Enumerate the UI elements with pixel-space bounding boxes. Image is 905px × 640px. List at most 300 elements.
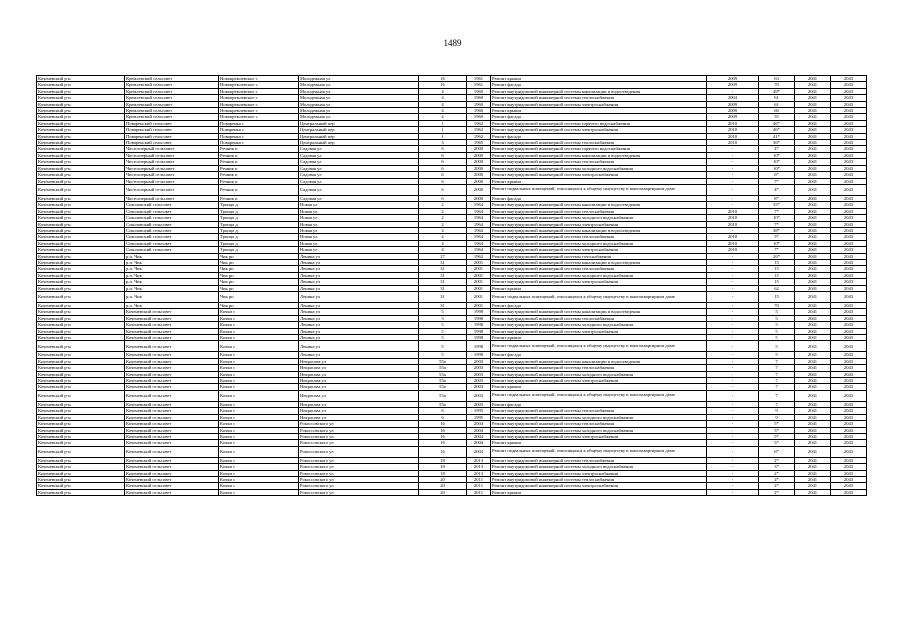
cell-locality: Кочки с [219,483,299,489]
cell-house: 6 [419,172,467,178]
cell-work-type: Ремонт внутридомовой инженерной системы теплоснабжения [491,365,707,371]
cell-locality: Чик рп [219,259,299,265]
cell-last-repair-year: - [707,315,759,321]
cell-street: Новая ул [299,221,419,227]
cell-house: 5 [419,322,467,328]
cell-locality: Речник п [219,165,299,171]
cell-plan-start: 2041 [795,120,831,126]
cell-work-type: Ремонт внутридомовой инженерной системы канализации и водоотведения [491,227,707,233]
cell-district: Коченевский р-н [37,328,125,334]
cell-plan-end: 2043 [831,146,867,152]
cell-municipality: Чистоозерный сельсовет [125,152,219,158]
cell-work-type: Ремонт внутридомовой инженерной системы теплоснабжения [491,421,707,427]
cell-year-built: 2003 [467,390,491,401]
cell-wear-percent: 5* [759,433,795,439]
cell-street: Садовая ул [299,146,419,152]
cell-plan-start: 2041 [795,172,831,178]
cell-plan-start: 2041 [795,315,831,321]
cell-locality: Кочки с [219,371,299,377]
cell-district: Коченевский р-н [37,240,125,246]
cell-work-type: Ремонт фасада [491,82,707,88]
cell-wear-percent: 7 [759,401,795,407]
cell-house: 1 [419,120,467,126]
cell-wear-percent: 7* [759,221,795,227]
cell-district: Коченевский р-н [37,202,125,208]
cell-plan-end: 2043 [831,114,867,120]
cell-plan-end: 2043 [831,309,867,315]
cell-municipality: р.п. Чик [125,266,219,272]
cell-municipality: Коченевский сельсовет [125,390,219,401]
cell-district: Коченевский р-н [37,159,125,165]
cell-street: Некрасова ул [299,365,419,371]
cell-district: Коченевский р-н [37,172,125,178]
cell-year-built: 2001 [467,303,491,309]
cell-year-built: 1961 [467,82,491,88]
cell-plan-end: 2043 [831,457,867,463]
cell-work-type: Ремонт внутридомовой инженерной системы электроснабжения [491,221,707,227]
cell-last-repair-year: - [707,266,759,272]
cell-district: Коченевский р-н [37,259,125,265]
cell-last-repair-year: 2010 [707,133,759,139]
cell-street: Некрасова ул [299,371,419,377]
cell-last-repair-year: - [707,483,759,489]
cell-plan-end: 2043 [831,247,867,253]
cell-district: Коченевский р-н [37,253,125,259]
cell-plan-end: 2043 [831,152,867,158]
cell-locality: Чик рп [219,253,299,259]
cell-wear-percent: 15 [759,292,795,303]
cell-plan-start: 2041 [795,227,831,233]
cell-work-type: Ремонт подвальных помещений, относящихся к общему имуществу в многоквартирном доме [491,446,707,457]
cell-wear-percent: 2* [759,470,795,476]
cell-municipality: Коченевский сельсовет [125,371,219,377]
cell-year-built: 1960 [467,95,491,101]
cell-wear-percent: 5 [759,328,795,334]
cell-work-type: Ремонт крыши [491,335,707,341]
cell-work-type: Ремонт внутридомовой инженерной системы холодного водоснабжения [491,272,707,278]
cell-house: 31 [419,285,467,291]
cell-plan-start: 2041 [795,146,831,152]
cell-street: Рокоссовского ул [299,457,419,463]
cell-last-repair-year: - [707,384,759,390]
cell-plan-start: 2041 [795,114,831,120]
cell-locality: Троица д [219,240,299,246]
cell-house: 31 [419,292,467,303]
cell-wear-percent: 70 [759,82,795,88]
cell-district: Коченевский р-н [37,440,125,446]
cell-work-type: Ремонт внутридомовой инженерной системы электроснабжения [491,328,707,334]
cell-work-type: Ремонт подвальных помещений, относящихся к общему имуществу в многоквартирном доме [491,390,707,401]
cell-locality: Поваренка с [219,120,299,126]
cell-year-built: 1964 [467,221,491,227]
cell-last-repair-year: - [707,440,759,446]
cell-work-type: Ремонт внутридомовой инженерной системы электроснабжения [491,470,707,476]
cell-work-type: Ремонт внутридомовой инженерной системы канализации и водоотведения [491,202,707,208]
cell-last-repair-year: - [707,427,759,433]
cell-street: Рокоссовского ул [299,433,419,439]
cell-last-repair-year: 2009 [707,76,759,82]
cell-last-repair-year: - [707,165,759,171]
cell-locality: Чик рп [219,272,299,278]
cell-plan-end: 2043 [831,88,867,94]
cell-municipality: Поваренский сельсовет [125,127,219,133]
cell-work-type: Ремонт внутридомовой инженерной системы теплоснабжения [491,408,707,414]
cell-plan-end: 2043 [831,433,867,439]
cell-district: Коченевский р-н [37,215,125,221]
cell-house: 16 [419,440,467,446]
cell-year-built: 1960 [467,114,491,120]
cell-locality: Речник п [219,178,299,184]
cell-house: 55а [419,365,467,371]
cell-work-type: Ремонт фасада [491,401,707,407]
cell-year-built: 2000 [467,165,491,171]
cell-plan-start: 2041 [795,470,831,476]
page-number: 1489 [443,38,462,48]
cell-district: Коченевский р-н [37,457,125,463]
cell-year-built: 2011 [467,489,491,495]
cell-year-built: 1962 [467,133,491,139]
cell-house: 6 [419,414,467,420]
cell-plan-start: 2041 [795,195,831,201]
cell-district: Коченевский р-н [37,371,125,377]
cell-plan-end: 2043 [831,421,867,427]
cell-locality: Кочки с [219,427,299,433]
cell-last-repair-year: - [707,421,759,427]
cell-work-type: Ремонт внутридомовой инженерной системы холодного водоснабжения [491,371,707,377]
cell-house: 6 [419,184,467,195]
cell-plan-start: 2041 [795,272,831,278]
cell-work-type: Ремонт подвальных помещений, относящихся к общему имуществу в многоквартирном доме [491,184,707,195]
cell-work-type: Ремонт внутридомовой инженерной системы холодного водоснабжения [491,414,707,420]
cell-locality: Кочки с [219,414,299,420]
cell-district: Коченевский р-н [37,247,125,253]
cell-street: Новая ул [299,227,419,233]
cell-wear-percent: 5* [759,234,795,240]
cell-street: Рокоссовского ул [299,470,419,476]
cell-locality: Чик рп [219,279,299,285]
table-row [37,292,867,303]
cell-work-type: Ремонт внутридомовой инженерной системы электроснабжения [491,127,707,133]
cell-wear-percent: 41* [759,133,795,139]
cell-plan-end: 2043 [831,378,867,384]
cell-locality: Новокремлевское с [219,88,299,94]
cell-plan-start: 2041 [795,322,831,328]
cell-work-type: Ремонт внутридомовой инженерной системы теплоснабжения [491,159,707,165]
cell-plan-start: 2041 [795,140,831,146]
cell-district: Коченевский р-н [37,470,125,476]
cell-plan-end: 2043 [831,384,867,390]
cell-plan-end: 2043 [831,221,867,227]
cell-wear-percent: 2* [759,489,795,495]
cell-plan-start: 2041 [795,101,831,107]
cell-street: Некрасова ул [299,384,419,390]
cell-street: Садовая ул [299,178,419,184]
cell-locality: Речник п [219,172,299,178]
cell-district: Коченевский р-н [37,165,125,171]
cell-plan-start: 2041 [795,427,831,433]
cell-house: 16 [419,76,467,82]
cell-district: Коченевский р-н [37,315,125,321]
cell-year-built: 2004 [467,427,491,433]
cell-plan-end: 2043 [831,408,867,414]
cell-wear-percent: 2* [759,476,795,482]
cell-plan-start: 2041 [795,285,831,291]
cell-last-repair-year: - [707,390,759,401]
cell-work-type: Ремонт внутридомовой инженерной системы теплоснабжения [491,315,707,321]
cell-year-built: 2004 [467,446,491,457]
cell-work-type: Ремонт внутридомовой инженерной системы холодного водоснабжения [491,165,707,171]
cell-district: Коченевский р-н [37,401,125,407]
cell-work-type: Ремонт внутридомовой инженерной системы электроснабжения [491,279,707,285]
cell-house: 3 [419,140,467,146]
cell-year-built: 1998 [467,352,491,358]
cell-locality: Кочки с [219,365,299,371]
cell-street: Ленина ул [299,272,419,278]
cell-plan-end: 2043 [831,266,867,272]
cell-last-repair-year: - [707,464,759,470]
cell-last-repair-year: - [707,358,759,364]
cell-street: Некрасова ул [299,401,419,407]
cell-municipality: Соколовский сельсовет [125,227,219,233]
cell-municipality: Коченевский сельсовет [125,384,219,390]
cell-wear-percent: 5 [759,315,795,321]
cell-locality: Троица д [219,247,299,253]
cell-locality: Новокремлевское с [219,82,299,88]
cell-locality: Поваренка с [219,140,299,146]
cell-last-repair-year: - [707,172,759,178]
cell-last-repair-year: - [707,227,759,233]
cell-plan-start: 2041 [795,335,831,341]
cell-work-type: Ремонт внутридомовой инженерной системы теплоснабжения [491,95,707,101]
cell-house: 16 [419,446,467,457]
cell-municipality: Поваренский сельсовет [125,133,219,139]
cell-last-repair-year: - [707,195,759,201]
cell-last-repair-year: - [707,292,759,303]
cell-year-built: 1964 [467,215,491,221]
cell-municipality: Коченевский сельсовет [125,315,219,321]
cell-year-built: 1964 [467,247,491,253]
cell-street: Новая ул [299,202,419,208]
cell-plan-end: 2043 [831,108,867,114]
cell-street: Ленина ул [299,328,419,334]
cell-last-repair-year: - [707,322,759,328]
cell-street: Молодежная ул [299,108,419,114]
cell-municipality: Коченевский сельсовет [125,401,219,407]
cell-year-built: 1964 [467,234,491,240]
cell-locality: Троица д [219,227,299,233]
cell-house: 55а [419,401,467,407]
cell-last-repair-year: 2004 [707,95,759,101]
cell-municipality: Коченевский сельсовет [125,440,219,446]
cell-year-built: 1998 [467,322,491,328]
cell-street: Рокоссовского ул [299,446,419,457]
cell-locality: Речник п [219,159,299,165]
cell-year-built: 2011 [467,476,491,482]
cell-year-built: 2013 [467,464,491,470]
cell-locality: Кочки с [219,446,299,457]
cell-wear-percent: 60 [759,108,795,114]
cell-locality: Речник п [219,152,299,158]
cell-district: Коченевский р-н [37,272,125,278]
cell-wear-percent: 5 [759,352,795,358]
cell-plan-start: 2041 [795,464,831,470]
cell-last-repair-year: - [707,259,759,265]
cell-plan-start: 2041 [795,178,831,184]
cell-work-type: Ремонт внутридомовой инженерной системы холодного водоснабжения [491,322,707,328]
cell-plan-start: 2041 [795,440,831,446]
cell-house: 4 [419,95,467,101]
cell-locality: Поваренка с [219,133,299,139]
cell-plan-start: 2041 [795,341,831,352]
cell-last-repair-year: 2010 [707,234,759,240]
cell-district: Коченевский р-н [37,341,125,352]
cell-year-built: 2004 [467,433,491,439]
cell-house: 31 [419,279,467,285]
table-row [37,184,867,195]
cell-work-type: Ремонт внутридомовой инженерной системы электроснабжения [491,172,707,178]
cell-municipality: Коченевский сельсовет [125,421,219,427]
cell-work-type: Ремонт внутридомовой инженерной системы электроснабжения [491,378,707,384]
cell-municipality: р.п. Чик [125,285,219,291]
cell-house: 4 [419,101,467,107]
cell-street: Садовая ул [299,184,419,195]
cell-house: 6 [419,146,467,152]
cell-wear-percent: 7 [759,371,795,377]
cell-last-repair-year: - [707,309,759,315]
cell-work-type: Ремонт внутридомовой инженерной системы горячего водоснабжения [491,120,707,126]
cell-last-repair-year: 2010 [707,240,759,246]
cell-house: 6 [419,178,467,184]
cell-plan-start: 2041 [795,95,831,101]
cell-year-built: 1962 [467,253,491,259]
cell-municipality: Коченевский сельсовет [125,352,219,358]
cell-plan-end: 2043 [831,352,867,358]
cell-work-type: Ремонт внутридомовой инженерной системы холодного водоснабжения [491,464,707,470]
cell-year-built: 1995 [467,414,491,420]
cell-last-repair-year: 2010 [707,140,759,146]
cell-street: Некрасова ул [299,378,419,384]
cell-plan-start: 2041 [795,165,831,171]
cell-street: Ленина ул [299,352,419,358]
cell-plan-start: 2041 [795,365,831,371]
repair-schedule-table [36,75,867,496]
cell-locality: Новокремлевское с [219,95,299,101]
cell-locality: Новокремлевское с [219,76,299,82]
cell-locality: Поваренка с [219,127,299,133]
cell-last-repair-year: 2010 [707,127,759,133]
cell-wear-percent: 7 [759,358,795,364]
cell-plan-end: 2043 [831,140,867,146]
cell-municipality: Коченевский сельсовет [125,408,219,414]
cell-wear-percent: 7 [759,384,795,390]
cell-house: 31 [419,259,467,265]
cell-locality: Кочки с [219,421,299,427]
cell-municipality: р.п. Чик [125,253,219,259]
cell-wear-percent: 10* [759,159,795,165]
cell-municipality: Соколовский сельсовет [125,240,219,246]
cell-last-repair-year: - [707,202,759,208]
cell-plan-end: 2043 [831,215,867,221]
cell-house: 2 [419,208,467,214]
cell-plan-end: 2043 [831,178,867,184]
cell-street: Ленина ул [299,322,419,328]
cell-work-type: Ремонт внутридомовой инженерной системы холодного водоснабжения [491,240,707,246]
cell-district: Коченевский р-н [37,146,125,152]
cell-street: Новая ул [299,247,419,253]
cell-plan-start: 2041 [795,202,831,208]
cell-plan-end: 2043 [831,272,867,278]
cell-street: Ленина ул [299,292,419,303]
cell-street: Центральный пер [299,120,419,126]
cell-locality: Речник п [219,195,299,201]
cell-municipality: Коченевский сельсовет [125,365,219,371]
cell-plan-end: 2043 [831,133,867,139]
cell-wear-percent: 35* [759,202,795,208]
cell-locality: Кочки с [219,322,299,328]
cell-district: Коченевский р-н [37,483,125,489]
cell-year-built: 2000 [467,195,491,201]
cell-plan-start: 2041 [795,378,831,384]
table-row [37,446,867,457]
cell-wear-percent: 5* [759,421,795,427]
cell-street: Ленина ул [299,266,419,272]
cell-house: 6 [419,408,467,414]
cell-street: Садовая ул [299,152,419,158]
cell-municipality: Коченевский сельсовет [125,470,219,476]
cell-wear-percent: 4* [759,146,795,152]
cell-year-built: 1998 [467,309,491,315]
cell-locality: Кочки с [219,457,299,463]
cell-locality: Кочки с [219,352,299,358]
cell-work-type: Ремонт крыши [491,178,707,184]
cell-house: 31 [419,303,467,309]
cell-house: 20 [419,476,467,482]
cell-last-repair-year: - [707,352,759,358]
cell-last-repair-year: 2010 [707,215,759,221]
cell-house: 5 [419,341,467,352]
cell-work-type: Ремонт внутридомовой инженерной системы теплоснабжения [491,208,707,214]
cell-plan-start: 2041 [795,401,831,407]
cell-plan-end: 2043 [831,208,867,214]
cell-last-repair-year: - [707,328,759,334]
cell-house: 20 [419,483,467,489]
cell-wear-percent: 3* [759,464,795,470]
cell-wear-percent: 7* [759,247,795,253]
cell-district: Коченевский р-н [37,378,125,384]
cell-locality: Кочки с [219,358,299,364]
cell-plan-start: 2041 [795,82,831,88]
cell-street: Молодежная ул [299,95,419,101]
cell-house: 5 [419,352,467,358]
cell-work-type: Ремонт крыши [491,76,707,82]
cell-year-built: 1960 [467,88,491,94]
cell-street: Ленина ул [299,335,419,341]
cell-last-repair-year: - [707,303,759,309]
cell-last-repair-year: - [707,152,759,158]
cell-plan-start: 2041 [795,433,831,439]
cell-wear-percent: 2* [759,457,795,463]
cell-plan-start: 2041 [795,184,831,195]
cell-plan-end: 2043 [831,227,867,233]
cell-wear-percent: 7* [759,208,795,214]
cell-municipality: Коченевский сельсовет [125,427,219,433]
cell-district: Коченевский р-н [37,152,125,158]
cell-house: 2 [419,221,467,227]
cell-house: 55а [419,371,467,377]
cell-district: Коченевский р-н [37,476,125,482]
cell-plan-end: 2043 [831,401,867,407]
cell-year-built: 2003 [467,365,491,371]
